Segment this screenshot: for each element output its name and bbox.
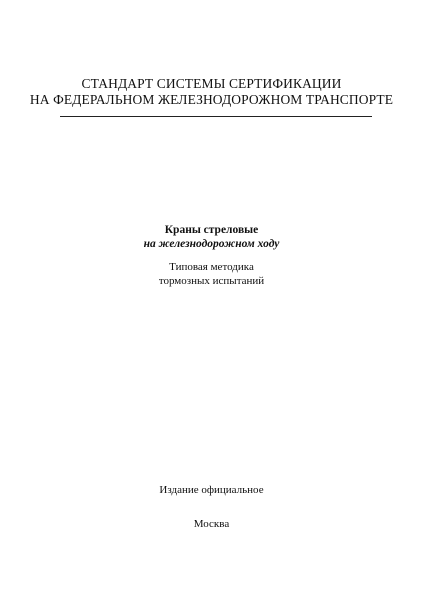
subtitle-line-2: тормозных испытаний: [158, 275, 265, 287]
title-main: Краны стреловые: [164, 224, 259, 236]
subtitle-line-1: Типовая методика: [169, 261, 254, 273]
document-subtitle: [0, 260, 423, 288]
edition-label: Издание официальное: [159, 484, 264, 496]
standard-header: [0, 76, 423, 108]
city-label: Москва: [193, 518, 230, 530]
header-divider: [60, 116, 372, 117]
document-title: [0, 223, 423, 251]
header-line-1: СТАНДАРТ СИСТЕМЫ СЕРТИФИКАЦИИ: [81, 76, 342, 91]
header-line-2: НА ФЕДЕРАЛЬНОМ ЖЕЛЕЗНОДОРОЖНОМ ТРАНСПОРТЕ: [29, 92, 394, 107]
title-sub: на железнодорожном ходу: [143, 238, 280, 250]
